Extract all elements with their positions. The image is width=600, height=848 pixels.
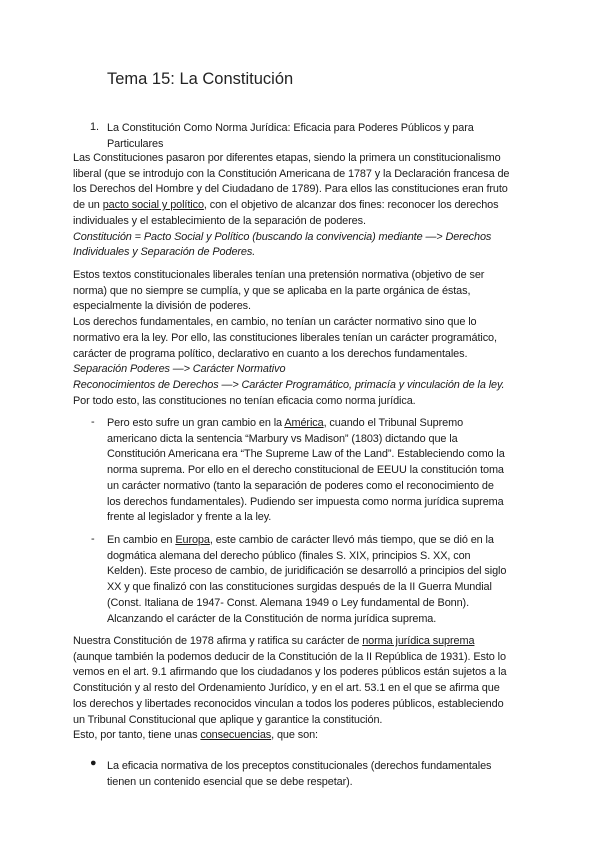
- text-line: [73, 198, 509, 214]
- dash-item-america: [107, 416, 505, 526]
- text-segment: normativo era la ley. Por ello, las constituciones liberales tenían un carácter programático,: [73, 331, 497, 344]
- text-line: [107, 447, 505, 463]
- text-line: [73, 650, 506, 666]
- text-line: [73, 665, 506, 681]
- text-segment: Constitución y al resto del Ordenamiento Jurídico, y en el art. 53.1 en el que se afirma que: [73, 682, 500, 695]
- dash-marker: -: [91, 533, 95, 545]
- text-line: [107, 510, 505, 526]
- text-line: [107, 479, 505, 495]
- text-line: [107, 596, 506, 612]
- italic-text: Separación Poderes —> Carácter Normativo: [73, 363, 286, 376]
- text-segment: , con el objetivo de alcanzar dos fines: reconocer los derechos: [203, 199, 499, 212]
- dash-marker: -: [91, 416, 95, 428]
- italic-text: Individuales y Separación de Poderes.: [73, 246, 256, 259]
- paragraph-constitucion-1978: [73, 634, 506, 744]
- text-segment: Estos textos constitucionales liberales tenían una pretensión normativa (objetivo de ser: [73, 269, 485, 281]
- text-line: [107, 775, 491, 791]
- text-segment: norma) que no siempre se cumplía, y que se aplicaba en la parte orgánica de éstas,: [73, 284, 471, 297]
- text-segment: En cambio en: [107, 534, 176, 546]
- dash-item-europa: [107, 533, 506, 627]
- bullet-icon: ●: [90, 757, 97, 769]
- text-segment: de un: [73, 199, 103, 212]
- text-segment: La eficacia normativa de los preceptos constitucionales (derechos fundamentales: [107, 760, 492, 772]
- text-line: [73, 394, 504, 410]
- text-line: [73, 362, 504, 378]
- underlined-text: pacto social y político: [102, 199, 204, 212]
- text-segment: norma suprema. Por ello en el derecho constitucional de EEUU la constitución toma: [107, 464, 504, 477]
- text-line: [107, 580, 506, 596]
- paragraph-intro: [73, 151, 509, 261]
- text-segment: Nuestra Constitución de 1978 afirma y ratifica su carácter de: [73, 635, 363, 647]
- text-segment: un Tribunal Constitucional que aplique y garantice la constitución.: [73, 713, 383, 726]
- text-segment: individuales y el establecimiento de la separación de poderes.: [73, 214, 366, 227]
- text-line: [73, 182, 509, 198]
- text-segment: Esto, por tanto, tiene unas: [73, 729, 201, 742]
- italic-text: Constitución = Pacto Social y Político (buscando la convivencia) mediante —> Derechos: [73, 230, 492, 243]
- text-segment: Los derechos fundamentales, en cambio, no tenían un carácter normativo sino que lo: [73, 316, 477, 329]
- document-title: Tema 15: La Constitución: [107, 70, 294, 88]
- text-line: [73, 634, 506, 650]
- text-line: [73, 230, 509, 246]
- text-segment: Particulares: [107, 137, 164, 150]
- text-line: [107, 549, 506, 565]
- list-number: 1.: [90, 121, 100, 133]
- text-segment: , este cambio de carácter llevó más tiempo, que se dió en la: [209, 534, 494, 546]
- text-segment: carácter de programa político, declarativo en cuanto a los derechos fundamentales.: [73, 347, 468, 360]
- text-segment: Las Constituciones pasaron por diferentes etapas, siendo la primera un constitucionalismo: [73, 152, 501, 164]
- text-line: [107, 564, 506, 580]
- underlined-text: consecuencias: [200, 729, 272, 742]
- text-segment: americano dicta la sentencia “Marbury vs Madison” (1803) dictando que la: [107, 432, 458, 445]
- text-segment: los derechos fundamentales). Pudiendo ser impuesta como norma jurídica suprema: [107, 495, 504, 508]
- text-segment: vemos en el art. 9.1 afirmando que los ciudadanos y los poderes públicos están sujetos a la: [73, 666, 507, 679]
- text-segment: , que son:: [271, 729, 318, 742]
- text-line: [73, 728, 506, 744]
- text-line: [73, 713, 506, 729]
- underlined-text: Europa: [175, 534, 210, 546]
- text-line: [107, 463, 505, 479]
- text-line: [73, 284, 504, 300]
- text-segment: los Derechos del Hombre y del Ciudadano de 1789). Para ellos las constituciones eran fruto: [73, 183, 508, 196]
- text-segment: especialmente la división de poderes.: [73, 300, 251, 313]
- text-line: [73, 268, 504, 284]
- text-line: [73, 167, 509, 183]
- text-line: [107, 759, 491, 775]
- text-segment: liberal (que se introdujo con la Constitución Americana de 1787 y la Declaración francesa de: [73, 167, 510, 180]
- text-segment: un carácter normativo (tanto la separación de poderes como el reconocimiento de: [107, 479, 494, 492]
- text-segment: (aunque también la podemos deducir de la Constitución de la II República de 1931). Esto lo: [73, 650, 506, 663]
- underlined-text: América: [284, 417, 324, 429]
- italic-text: Reconocimientos de Derechos —> Carácter Programático, primacía y vinculación de la ley.: [73, 378, 505, 391]
- text-line: [73, 299, 504, 315]
- text-segment: los derechos y libertades reconocidos vinculan a todos los poderes públicos, estableciendo: [73, 697, 504, 710]
- text-line: [73, 347, 504, 363]
- text-segment: (Const. Italiana de 1947- Const. Alemana 1949 o Ley fundamental de Bonn).: [107, 596, 470, 609]
- underlined-text: norma jurídica suprema: [362, 635, 475, 647]
- text-line: [107, 495, 505, 511]
- text-segment: dogmática alemana del derecho público (finales S. XIX, principios S. XX, con: [107, 549, 471, 562]
- text-line: [107, 121, 474, 137]
- text-segment: Por todo esto, las constituciones no tenían eficacia como norma jurídica.: [73, 394, 416, 407]
- text-line: [107, 533, 506, 549]
- text-segment: tienen un contenido esencial que se debe respetar).: [107, 775, 353, 788]
- bullet-item-eficacia: [107, 759, 491, 790]
- text-line: [73, 331, 504, 347]
- section-heading: [107, 121, 474, 152]
- text-line: [73, 681, 506, 697]
- text-segment: XX y que finalizó con las constituciones surgidas después de la II Guerra Mundial: [107, 581, 492, 594]
- text-line: [107, 416, 505, 432]
- text-segment: Constitución Americana era “The Supreme Law of the Land”. Estableciendo como la: [107, 448, 505, 461]
- text-line: [73, 315, 504, 331]
- text-line: [73, 245, 509, 261]
- text-segment: frente al legislador y frente a la ley.: [107, 511, 272, 524]
- text-line: [73, 697, 506, 713]
- text-segment: Alcanzando el carácter de la Constitución de norma jurídica suprema.: [107, 612, 437, 625]
- text-segment: La Constitución Como Norma Jurídica: Eficacia para Poderes Públicos y para: [107, 122, 474, 134]
- text-line: [107, 612, 506, 628]
- text-line: [73, 378, 504, 394]
- text-line: [73, 151, 509, 167]
- text-segment: Pero esto sufre un gran cambio en la: [107, 417, 285, 429]
- text-segment: , cuando el Tribunal Supremo: [323, 417, 464, 429]
- text-line: [73, 214, 509, 230]
- text-line: [107, 432, 505, 448]
- paragraph-liberal-texts: [73, 268, 504, 409]
- text-segment: Kelden). Este proceso de cambio, de juridificación se desarrolló a principios del siglo: [107, 565, 507, 578]
